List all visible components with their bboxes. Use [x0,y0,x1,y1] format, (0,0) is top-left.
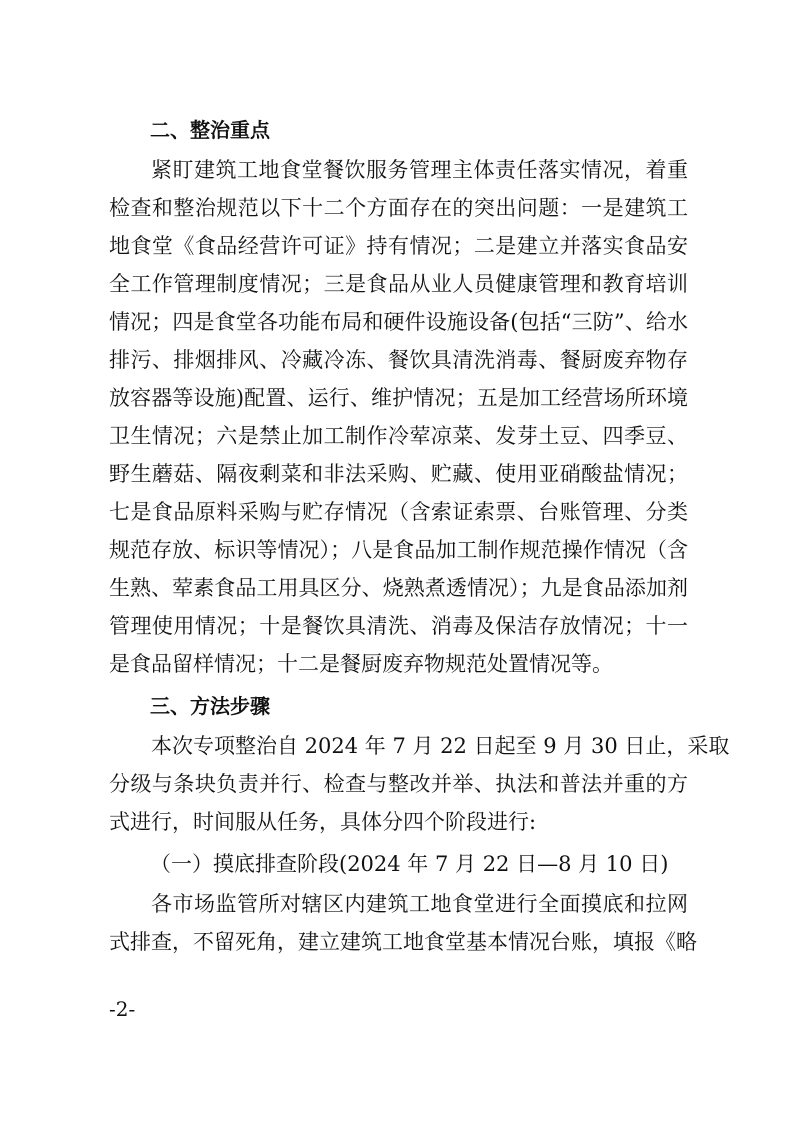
section-3-line-3: 式进行，时间服从任务，具体分四个阶段进行: [109,810,537,834]
section-2-line-2: 检查和整治规范以下十二个方面存在的突出问题：一是建筑工 [109,196,688,220]
stage-1-line-2: 式排查，不留死角，建立建筑工地食堂基本情况台账，填报《略 [109,930,697,954]
section-2-line-9: 野生蘑菇、隔夜剩菜和非法采购、贮藏、使用亚硝酸盐情况； [109,462,688,486]
section-3-line-1: 本次专项整治自 2024 年 7 月 22 日起至 9 月 30 日止，采取 [151,734,730,758]
section-2-line-8: 卫生情况；六是禁止加工制作冷荤凉菜、发芽土豆、四季豆、 [109,424,688,448]
section-2-line-4: 全工作管理制度情况；三是食品从业人员健康管理和教育培训 [109,272,688,296]
section-3-line-2: 分级与条块负责并行、检查与整改并举、执法和普法并重的方 [109,772,688,796]
stage-1-heading: （一）摸底排查阶段(2024 年 7 月 22 日—8 月 10 日) [150,852,669,876]
section-2-line-12: 生熟、荤素食品工用具区分、烧熟煮透情况）；九是食品添加剂 [109,576,688,600]
section-2-line-6: 排污、排烟排风、冷藏冷冻、餐饮具清洗消毒、餐厨废弃物存 [109,348,688,372]
section-3-heading: 三、方法步骤 [150,694,270,718]
section-2-line-10: 七是食品原料采购与贮存情况（含索证索票、台账管理、分类 [109,500,688,524]
section-2-line-7: 放容器等设施)配置、运行、维护情况；五是加工经营场所环境 [109,386,688,410]
stage-1-line-1: 各市场监管所对辖区内建筑工地食堂进行全面摸底和拉网 [151,892,688,916]
section-2-line-1: 紧盯建筑工地食堂餐饮服务管理主体责任落实情况，着重 [151,158,688,182]
section-2-line-14: 是食品留样情况；十二是餐厨废弃物规范处置情况等。 [109,652,613,676]
section-2-line-13: 管理使用情况；十是餐饮具清洗、消毒及保洁存放情况；十一 [109,614,688,638]
section-2-line-3: 地食堂《食品经营许可证》持有情况；二是建立并落实食品安 [109,234,688,258]
page-number: -2- [109,997,136,1021]
section-2-line-5: 情况；四是食堂各功能布局和硬件设施设备(包括“三防”、给水 [109,310,688,334]
section-2-line-11: 规范存放、标识等情况）；八是食品加工制作规范操作情况（含 [109,538,688,562]
section-2-heading: 二、整治重点 [150,118,270,142]
